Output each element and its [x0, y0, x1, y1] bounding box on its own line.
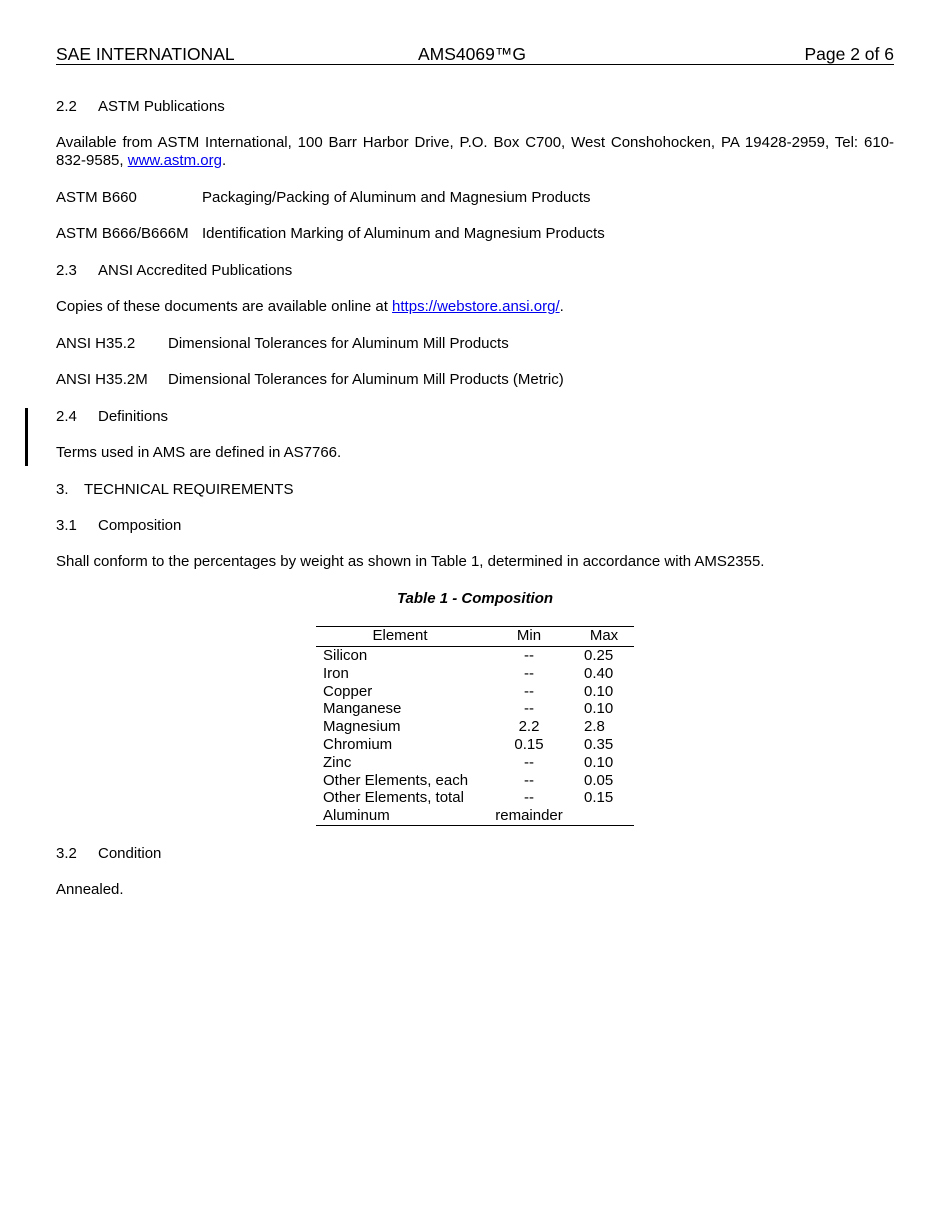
reference-title: Identification Marking of Aluminum and Magnesium Products	[202, 225, 605, 242]
element-cell: Silicon	[323, 647, 368, 664]
header-page-number: Page 2 of 6	[804, 44, 894, 64]
table-row	[316, 807, 634, 825]
table-row	[316, 736, 634, 754]
section-title: ASTM Publications	[98, 98, 225, 115]
reference-code: ASTM B660	[56, 189, 137, 206]
table-row	[316, 789, 634, 807]
astm-availability-paragraph	[56, 134, 894, 170]
section-title: Condition	[98, 845, 162, 862]
element-cell: Manganese	[323, 700, 402, 718]
max-cell: 0.05	[584, 771, 614, 789]
max-cell: 0.35	[584, 735, 614, 753]
reference-code: ASTM B666/B666M	[56, 225, 189, 242]
definitions-text: Terms used in AMS are defined in AS7766.	[56, 444, 342, 461]
max-cell: 0.10	[584, 700, 614, 718]
section-title: Composition	[98, 517, 182, 534]
max-cell: 2.8	[584, 718, 605, 736]
element-cell: Other Elements, total	[323, 789, 464, 807]
table-row	[316, 700, 634, 718]
reference-title: Dimensional Tolerances for Aluminum Mill Products (Metric)	[168, 371, 564, 388]
section-number: 2.3	[56, 262, 77, 279]
min-cell: --	[524, 771, 534, 789]
astm-link[interactable]: www.astm.org	[127, 152, 222, 169]
section-title: Definitions	[98, 408, 169, 425]
min-cell: --	[524, 647, 534, 664]
max-cell: 0.40	[584, 664, 614, 682]
max-cell: 0.10	[584, 753, 614, 771]
section-number: 2.4	[56, 408, 77, 425]
section-number: 3.1	[56, 517, 77, 534]
min-cell: --	[524, 664, 534, 682]
condition-text: Annealed.	[56, 881, 124, 898]
section-3-heading	[56, 481, 293, 498]
table-row	[316, 718, 634, 736]
section-title: ANSI Accredited Publications	[98, 262, 293, 279]
element-cell: Other Elements, each	[323, 771, 469, 789]
min-cell: --	[524, 700, 534, 718]
table-caption: Table 1 - Composition	[396, 590, 554, 607]
composition-text: Shall conform to the percentages by weight as shown in Table 1, determined in accordance with AMS2355.	[56, 553, 765, 570]
ansi-availability-paragraph	[56, 298, 564, 315]
ansi-webstore-link[interactable]: https://webstore.ansi.org/	[392, 298, 560, 315]
table-header-row	[316, 627, 634, 647]
page-header	[56, 44, 894, 65]
header-org: SAE INTERNATIONAL	[56, 44, 235, 64]
table-row	[316, 772, 634, 790]
section-number: 3.2	[56, 845, 77, 862]
section-3-1-heading	[56, 517, 181, 534]
reference-title: Packaging/Packing of Aluminum and Magnesium Products	[202, 189, 591, 206]
min-cell: --	[524, 753, 534, 771]
table-row	[316, 754, 634, 772]
min-cell: 2.2	[518, 718, 540, 736]
ansi-availability-text: Copies of these documents are available online at	[56, 298, 388, 315]
section-title: TECHNICAL REQUIREMENTS	[84, 481, 294, 498]
element-cell: Zinc	[323, 753, 352, 771]
astm-availability-text: Available from ASTM International, 100 Barr Harbor Drive, P.O. Box C700, West Conshohocken, PA 19428-2959, Tel: 610-832-9585,	[56, 134, 894, 169]
section-2-4-heading	[56, 408, 168, 425]
element-cell: Copper	[323, 682, 373, 700]
revision-change-bar	[25, 408, 28, 466]
max-cell: 0.25	[584, 647, 614, 664]
min-cell: --	[524, 789, 534, 807]
section-3-2-heading	[56, 845, 161, 862]
column-header-max: Max	[589, 627, 619, 644]
min-cell: --	[524, 682, 534, 700]
punctuation: .	[221, 152, 227, 169]
max-cell: 0.15	[584, 789, 614, 807]
section-2-2-heading	[56, 98, 225, 115]
section-number: 3.	[56, 481, 69, 498]
table-row	[316, 683, 634, 701]
column-header-min: Min	[516, 627, 542, 644]
composition-table	[316, 626, 634, 826]
column-header-element: Element	[372, 627, 428, 644]
section-2-3-heading	[56, 262, 292, 279]
reference-title: Dimensional Tolerances for Aluminum Mill Products	[168, 335, 509, 352]
max-cell: 0.10	[584, 682, 614, 700]
section-number: 2.2	[56, 98, 77, 115]
reference-code: ANSI H35.2	[56, 335, 136, 352]
table-row	[316, 665, 634, 683]
header-doc-id: AMS4069™G	[418, 44, 526, 64]
element-cell: Magnesium	[323, 718, 401, 736]
table-row	[316, 647, 634, 665]
min-cell: 0.15	[514, 735, 544, 753]
element-cell: Chromium	[323, 735, 393, 753]
min-cell: remainder	[495, 807, 563, 825]
punctuation: .	[559, 298, 564, 315]
reference-code: ANSI H35.2M	[56, 371, 148, 388]
element-cell: Iron	[323, 664, 349, 682]
element-cell: Aluminum	[323, 807, 390, 825]
